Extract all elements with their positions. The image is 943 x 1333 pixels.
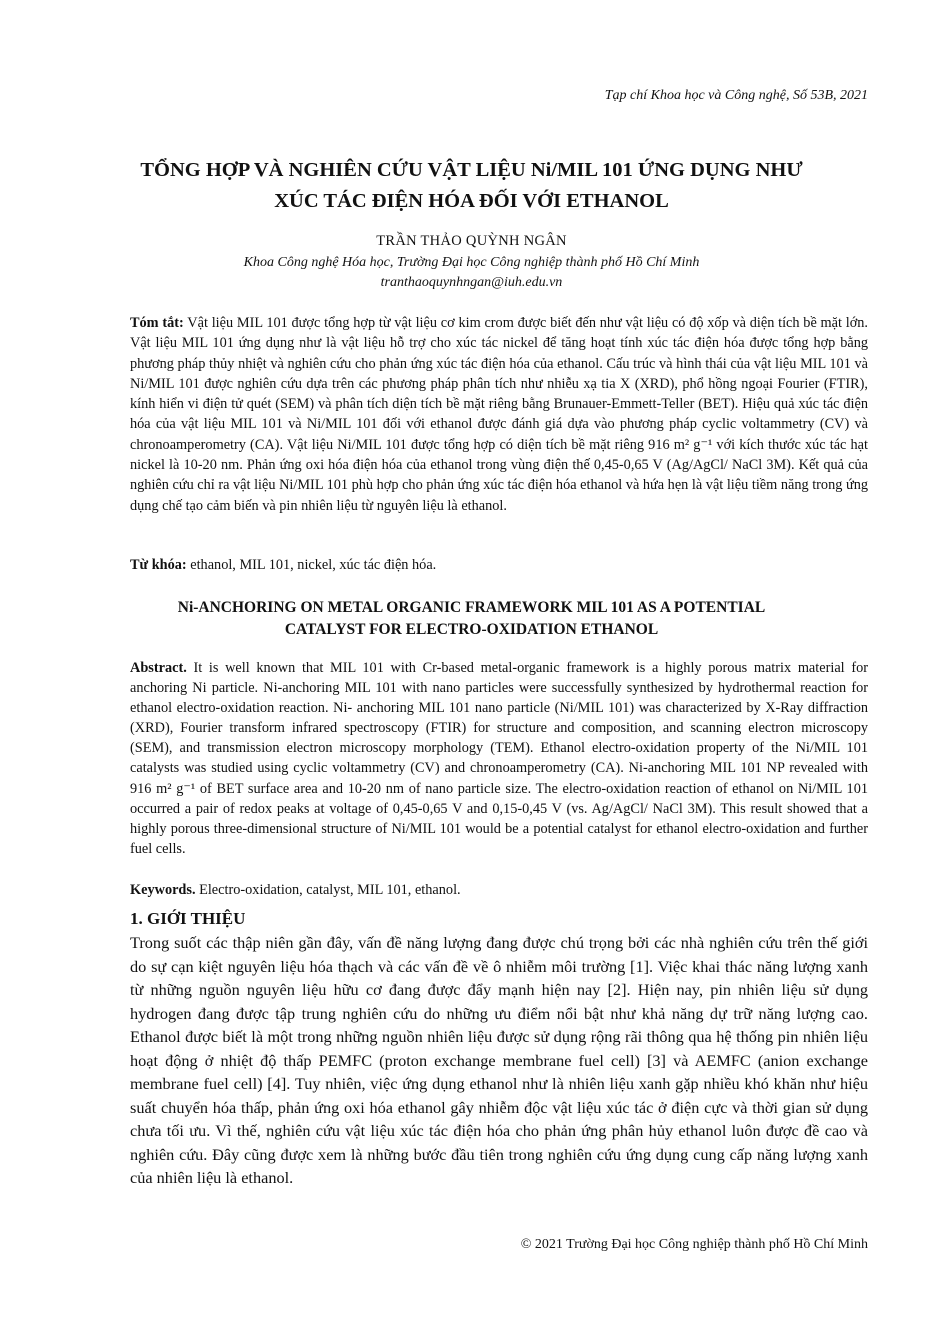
english-abstract-text: It is well known that MIL 101 with Cr-based metal-organic framework is a highly porous matrix material for anchoring Ni particle. Ni-anchoring MIL 101 with nano particles were successfully synthesized by hydrothermal reaction for ethanol electro-oxidation reaction. Ni- anchoring MIL 101 nano particle (Ni/MIL 101) was characterized by X-Ray diffraction (XRD), Fourier transform infrared spectroscopy (FTIR) for structure and composition, and scanning electron microscopy (SEM), and transmission electron microscopy morphology (TEM). Ethanol electro-oxidation property of the Ni/MIL 101 catalysts was studied using cyclic voltammetry (CV) and chronoamperometry (CA). Ni-anchoring MIL 101 NP revealed with 916 m² g⁻¹ of BET surface area and 10-20 nm of nano particle size. The electro-oxidation reaction of ethanol on Ni/MIL 101 occurred a pair of redox peaks at voltage of 0,45-0,65 V and 0,15-0,45 V (vs. Ag/AgCl/ NaCl 3M). This result showed that a highly porous three-dimensional structure of Ni/MIL 101 would be a potential catalyst for ethanol electro-oxidation and further fuel cells.: [130, 660, 868, 857]
vietnamese-abstract-text: Vật liệu MIL 101 được tổng hợp từ vật liệu cơ kim crom được biết đến như vật liệu có độ xốp và diện tích bề mặt lớn. Vật liệu MIL 101 ứng dụng như là vật liệu hỗ trợ cho xúc tác nickel để tăng hoạt tính xúc tác điện hóa được tổng hợp bằng phương pháp thủy nhiệt và nghiên cứu cho phản ứng xúc tác điện hóa của ethanol. Cấu trúc và hình thái của vật liệu MIL 101 và Ni/MIL 101 được nghiên cứu dựa trên các phương pháp phân tích như nhiễu xạ tia X (XRD), phổ hồng ngoại Fourier (FTIR), kính hiển vi điện tử quét (SEM) và phân tích diện tích bề mặt riêng bằng Brunauer-Emmett-Teller (BET). Hiệu quả xúc tác điện hóa của vật liệu MIL 101 và Ni/MIL 101 đối với ethanol được đánh giá dựa vào phương pháp cyclic voltammetry (CV) và chronoamperometry (CA). Vật liệu Ni/MIL 101 được tổng hợp có diện tích bề mặt riêng 916 m² g⁻¹ với kích thước xúc tác hạt nickel là 10-20 nm. Phản ứng oxi hóa điện hóa của ethanol trong vùng điện thế 0,45-0,65 V (Ag/AgCl/ NaCl 3M). Kết quả của nghiên cứu chỉ ra vật liệu Ni/MIL 101 phù hợp cho phản ứng xúc tác điện hóa ethanol và hứa hẹn là vật liệu tiềm năng trong ứng dụng chế tạo cảm biến và pin nhiên liệu từ nguyên liệu là ethanol.: [130, 315, 868, 514]
copyright-footer: © 2021 Trường Đại học Công nghiệp thành phố Hồ Chí Minh: [520, 1237, 868, 1252]
vietnamese-keywords-text: ethanol, MIL 101, nickel, xúc tác điện hóa.: [186, 557, 437, 573]
author-name: TRẦN THẢO QUỲNH NGÂN: [376, 233, 567, 249]
english-keywords-text: Electro-oxidation, catalyst, MIL 101, ethanol.: [195, 882, 461, 898]
vietnamese-title: [100, 155, 843, 217]
author-affiliation: Khoa Công nghệ Hóa học, Trường Đại học Công nghiệp thành phố Hồ Chí Minh: [243, 255, 700, 270]
section-heading-introduction: 1. GIỚI THIỆU: [130, 909, 246, 928]
author-email: tranthaoquynhngan@iuh.edu.vn: [380, 275, 563, 290]
english-abstract: [130, 658, 868, 859]
vietnamese-keywords: [130, 555, 868, 575]
journal-header: Tạp chí Khoa học và Công nghệ, Số 53B, 2021: [604, 88, 868, 103]
english-abstract-label: Abstract.: [130, 660, 187, 676]
english-keywords-label: Keywords.: [130, 882, 196, 898]
english-title-line-1: Ni-ANCHORING ON METAL ORGANIC FRAMEWORK MIL 101 AS A POTENTIAL: [177, 599, 766, 616]
english-title: [100, 597, 843, 641]
introduction-paragraph: Trong suốt các thập niên gần đây, vấn đề năng lượng đang được chú trọng bởi các nhà nghiên cứu trên thế giới do sự cạn kiệt nguyên liệu hóa thạch và các vấn đề về ô nhiễm môi trường [1]. Việc khai thác năng lượng xanh từ những nguồn nguyên liệu hữu cơ đang được đẩy mạnh hiện nay [2]. Hiện nay, pin nhiên liệu sử dụng hydrogen đang được tập trung nghiên cứu do những ưu điểm nổi bật như khả năng dự trữ năng lượng cao. Ethanol được biết là một trong những nguồn nhiên liệu được sử dụng rộng rãi thông qua hệ thống pin nhiên liệu hoạt động ở nhiệt độ thấp PEMFC (proton exchange membrane fuel cell) [3] và AEMFC (anion exchange membrane fuel cell) [4]. Tuy nhiên, việc ứng dụng ethanol như là nhiên liệu xanh gặp nhiều khó khăn như hiệu suất chuyển hóa thấp, phản ứng oxi hóa ethanol gây nhiễm độc vật liệu xúc tác ở điện cực và thời gian sử dụng chưa tối ưu. Vì thế, nghiên cứu vật liệu xúc tác điện hóa cho phản ứng phân hủy ethanol luôn được đề cao và nghiên cứu. Đây cũng được xem là những bước đầu tiên trong nghiên cứu ứng dụng cung cấp năng lượng xanh của nhiên liệu là ethanol.: [130, 933, 868, 1187]
vietnamese-abstract-label: Tóm tắt:: [130, 315, 184, 331]
english-keywords: [130, 880, 868, 900]
vietnamese-title-line-2: XÚC TÁC ĐIỆN HÓA ĐỐI VỚI ETHANOL: [274, 190, 669, 212]
english-title-line-2: CATALYST FOR ELECTRO-OXIDATION ETHANOL: [284, 621, 659, 638]
vietnamese-keywords-label: Từ khóa:: [130, 557, 187, 573]
vietnamese-abstract: [130, 313, 868, 516]
vietnamese-title-line-1: TỔNG HỢP VÀ NGHIÊN CỨU VẬT LIỆU Ni/MIL 101 ỨNG DỤNG NHƯ: [140, 159, 803, 181]
